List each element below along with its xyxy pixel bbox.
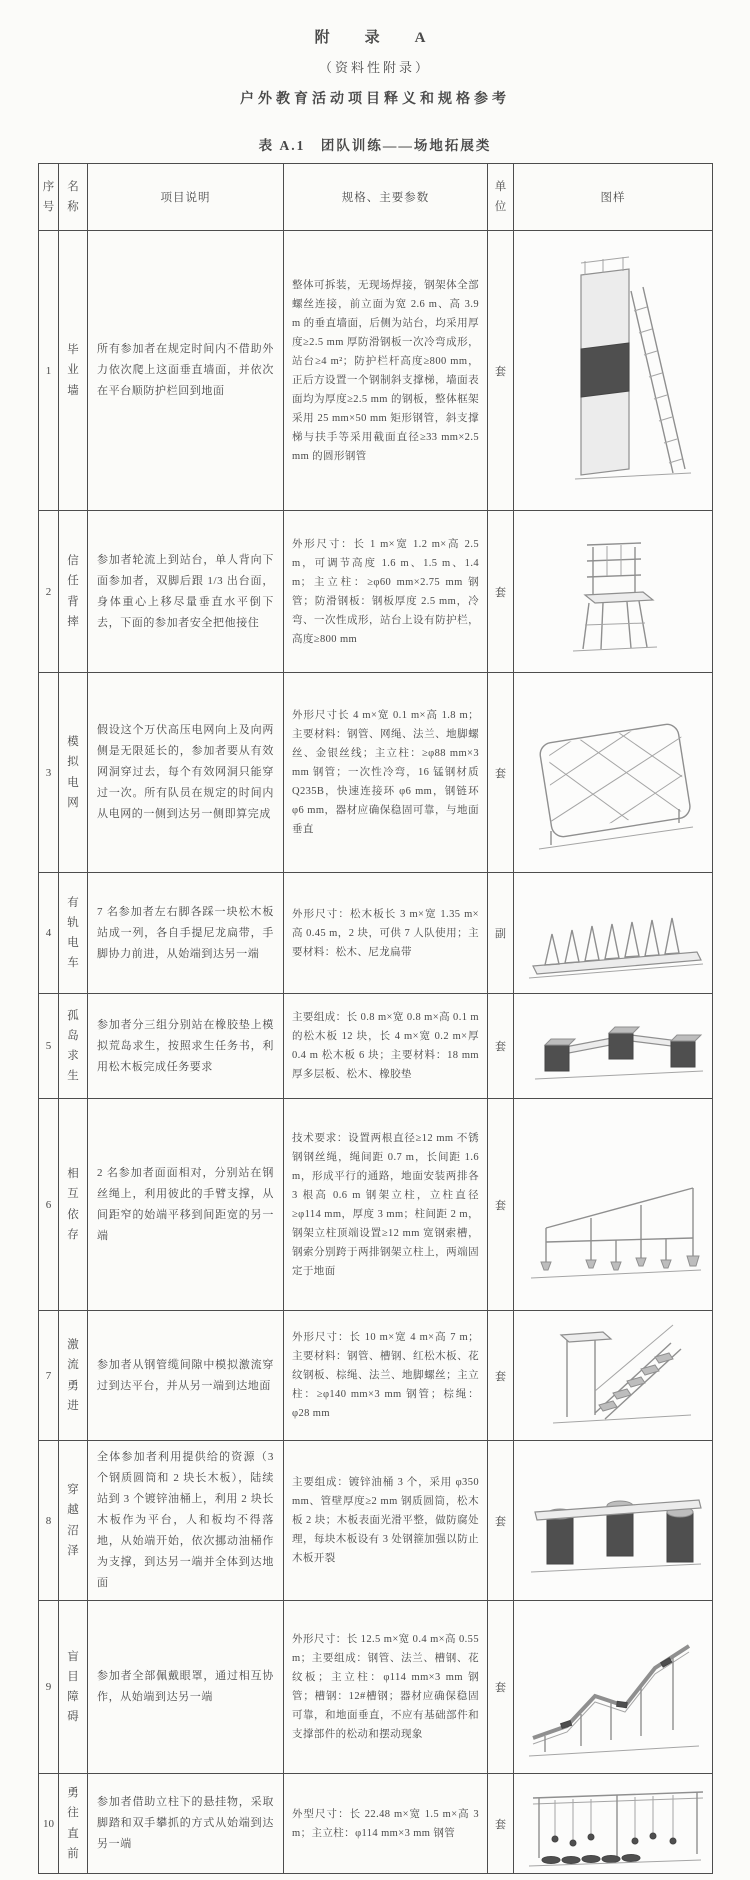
stair-frame-figure-icon (523, 1317, 703, 1435)
row-spec-cell: 主要组成：镀锌油桶 3 个，采用 φ350 mm、管壁厚度≥2 mm 钢质圆筒，松木板 2 块；木板表面光滑平整，做防腐处理，每块木板设有 3 处钢箍加强以防止木板开裂 (284, 1441, 488, 1601)
row-name-cell: 穿越沼泽 (59, 1441, 88, 1601)
row-no-cell: 6 (39, 1099, 59, 1311)
row-desc-cell: 参加者借助立柱下的悬挂物，采取脚踏和双手攀抓的方式从始端到达另一端 (88, 1774, 284, 1874)
row-spec-cell: 主要组成：长 0.8 m×宽 0.8 m×高 0.1 m 的松木板 12 块，长 4 m×宽 0.2 m×厚 0.4 m 松木板 6 块；主要材料：18 mm 厚多层板、松木、橡胶垫 (284, 994, 488, 1099)
row-figure-cell (514, 1441, 713, 1601)
row-spec-cell: 外形尺寸：松木板长 3 m×宽 1.35 m×高 0.45 m，2 块，可供 7 人队使用；主要材料：松木、尼龙扁带 (284, 873, 488, 994)
row-desc-cell: 参加者从钢管缆间隙中模拟激流穿过到达平台，并从另一端到达地面 (88, 1311, 284, 1441)
climbing-wall-figure-icon (523, 241, 703, 501)
header-unit: 单位 (488, 164, 514, 231)
row-figure-cell (514, 1601, 713, 1774)
row-no-cell: 5 (39, 994, 59, 1099)
barrels-plank-figure-icon (521, 1456, 706, 1586)
row-spec-cell: 外形尺寸：长 10 m×宽 4 m×高 7 m；主要材料：钢管、槽钢、红松木板、花纹钢板、棕绳、法兰、地脚螺丝；主立柱：≥φ140 mm×3 mm 钢管；棕绳：φ28 mm (284, 1311, 488, 1441)
row-unit-cell: 套 (488, 1311, 514, 1441)
row-figure-cell (514, 231, 713, 511)
row-figure-cell (514, 673, 713, 873)
row-spec-cell: 外形尺寸：长 12.5 m×宽 0.4 m×高 0.55 m；主要组成：钢管、法兰、槽钢、花纹板；主立柱：φ114 mm×3 mm 钢管；槽钢：12#槽钢；器材应确保稳固可靠，和地面垂直，不应有基础部件和支撑部件的松动和摆动现象 (284, 1601, 488, 1774)
row-unit-cell: 套 (488, 994, 514, 1099)
table-header-row (39, 164, 713, 231)
row-no-cell: 7 (39, 1311, 59, 1441)
row-no-cell: 10 (39, 1774, 59, 1874)
row-name-cell: 激流勇进 (59, 1311, 88, 1441)
table-row (39, 673, 713, 873)
row-unit-cell: 套 (488, 1441, 514, 1601)
row-no-cell: 8 (39, 1441, 59, 1601)
table-row (39, 1311, 713, 1441)
row-figure-cell (514, 1774, 713, 1874)
rail-trolley-figure-icon (521, 878, 706, 988)
row-unit-cell: 套 (488, 673, 514, 873)
heading-doc-title: 户外教育活动项目释义和规格参考 (240, 92, 510, 107)
row-figure-cell (514, 511, 713, 673)
table-row (39, 231, 713, 511)
row-spec-cell: 外形尺寸长 4 m×宽 0.1 m×高 1.8 m；主要材料：钢管、网绳、法兰、地脚螺丝、金银丝线；主立柱：≥φ88 mm×3 mm 钢管；一次性冷弯，16 锰钢材质 Q235B，快速连接环 φ6 mm，钢链环 φ6 mm，器材应确保稳固可靠，与地面垂直 (284, 673, 488, 873)
zigzag-beam-figure-icon (521, 1610, 706, 1765)
row-name-cell: 毕业墙 (59, 231, 88, 511)
row-desc-cell: 全体参加者利用提供给的资源（3 个钢质圆筒和 2 块长木板），陆续站到 3 个镀锌油桶上，利用 2 块长木板作为平台，人和板均不得落地，从始端开始，依次挪动油桶作为支撑，到达另一端并全体到达地面 (88, 1441, 284, 1601)
row-unit-cell: 套 (488, 231, 514, 511)
row-desc-cell: 参加者分三组分别站在橡胶垫上模拟荒岛求生，按照求生任务书，利用松木板完成任务要求 (88, 994, 284, 1099)
row-unit-cell: 套 (488, 1099, 514, 1311)
row-no-cell: 2 (39, 511, 59, 673)
row-spec-cell: 外型尺寸：长 22.48 m×宽 1.5 m×高 3 m；主立柱：φ114 mm×3 mm 钢管 (284, 1774, 488, 1874)
row-spec-cell: 整体可拆装，无现场焊接，钢架体全部螺丝连接，前立面为宽 2.6 m、高 3.9 m 的垂直墙面，后侧为站台，均采用厚度≥2.5 mm 厚防滑钢板一次冷弯成形，站台≥4 m²；防护栏杆高度≥800 mm，正后方设置一个钢制斜支撑梯，墙面表面均为厚度≥2.5 mm 的钢板，整体框架采用 25 mm×50 mm 矩形钢管，斜支撑梯与扶手等采用截面直径≥33 mm×2.5 mm 的圆形钢管 (284, 231, 488, 511)
header-spec: 规格、主要参数 (284, 164, 488, 231)
row-desc-cell: 参加者全部佩戴眼罩，通过相互协作，从始端到达另一端 (88, 1601, 284, 1774)
row-name-cell: 有轨电车 (59, 873, 88, 994)
row-figure-cell (514, 1311, 713, 1441)
row-desc-cell: 2 名参加者面面相对，分别站在钢丝绳上，利用彼此的手臂支撑，从间距窄的始端平移到间距宽的另一端 (88, 1099, 284, 1311)
header-figure: 图样 (514, 164, 713, 231)
electric-net-figure-icon (523, 683, 703, 863)
row-figure-cell (514, 1099, 713, 1311)
row-desc-cell: 参加者轮流上到站台，单人背向下面参加者，双脚后跟 1/3 出台面，身体重心上移尽量垂直水平倒下去，下面的参加者安全把他接住 (88, 511, 284, 673)
row-spec-cell: 外形尺寸：长 1 m×宽 1.2 m×高 2.5 m，可调节高度 1.6 m、1.5 m、1.4 m；主立柱：≥φ60 mm×2.75 mm 钢管；防滑钢板：钢板厚度 2.5 mm，冷弯、一次性成形，站台上设有防护栏，高度≥800 mm (284, 511, 488, 673)
main-table (38, 163, 713, 1874)
table-row (39, 873, 713, 994)
hanging-frame-figure-icon (521, 1778, 706, 1870)
parallel-wires-figure-icon (521, 1110, 706, 1300)
row-unit-cell: 套 (488, 1774, 514, 1874)
row-figure-cell (514, 994, 713, 1099)
row-unit-cell: 套 (488, 1601, 514, 1774)
row-no-cell: 9 (39, 1601, 59, 1774)
row-name-cell: 模拟电网 (59, 673, 88, 873)
row-no-cell: 1 (39, 231, 59, 511)
row-spec-cell: 技术要求：设置两根直径≥12 mm 不锈钢钢丝绳，绳间距 0.7 m，长间距 1.6 m，形成平行的通路，地面安装两排各 3 根高 0.6 m 钢架立柱，立柱直径≥φ114 mm，厚度 3 mm；柱间距 2 m，钢架立柱顶端设置≥12 mm 宽钢索槽，钢索分别跨于两排钢架立柱上，两端固定于地面 (284, 1099, 488, 1311)
table-row (39, 1099, 713, 1311)
table-row (39, 1601, 713, 1774)
header-name: 名称 (59, 164, 88, 231)
header-desc: 项目说明 (88, 164, 284, 231)
heading-appendix: 附 录 A (314, 30, 436, 46)
row-name-cell: 勇往直前 (59, 1774, 88, 1874)
table-title: 表 A.1 团队训练——场地拓展类 (258, 138, 492, 153)
row-desc-cell: 7 名参加者左右脚各踩一块松木板站成一列，各自手提尼龙扁带，手脚协力前进，从始端到达另一端 (88, 873, 284, 994)
row-desc-cell: 假设这个万伏高压电网向上及向两侧是无限延长的，参加者要从有效网洞穿过去，每个有效网洞只能穿过一次。所有队员在规定的时间内从电网的一侧到达另一侧即算完成 (88, 673, 284, 873)
row-unit-cell: 副 (488, 873, 514, 994)
row-no-cell: 3 (39, 673, 59, 873)
row-figure-cell (514, 873, 713, 994)
table-row (39, 1441, 713, 1601)
header-no: 序号 (39, 164, 59, 231)
row-name-cell: 信任背摔 (59, 511, 88, 673)
row-name-cell: 孤岛求生 (59, 994, 88, 1099)
heading-appendix-type: （资料性附录） (318, 60, 431, 75)
row-desc-cell: 所有参加者在规定时间内不借助外力依次爬上这面垂直墙面，并依次在平台顺防护栏回到地面 (88, 231, 284, 511)
row-unit-cell: 套 (488, 511, 514, 673)
table-row (39, 511, 713, 673)
table-row (39, 994, 713, 1099)
page-headings (0, 0, 750, 154)
table-row (39, 1774, 713, 1874)
island-survival-figure-icon (521, 999, 706, 1094)
row-no-cell: 4 (39, 873, 59, 994)
row-name-cell: 相互依存 (59, 1099, 88, 1311)
trust-fall-platform-icon (523, 517, 703, 667)
row-name-cell: 盲目障碍 (59, 1601, 88, 1774)
